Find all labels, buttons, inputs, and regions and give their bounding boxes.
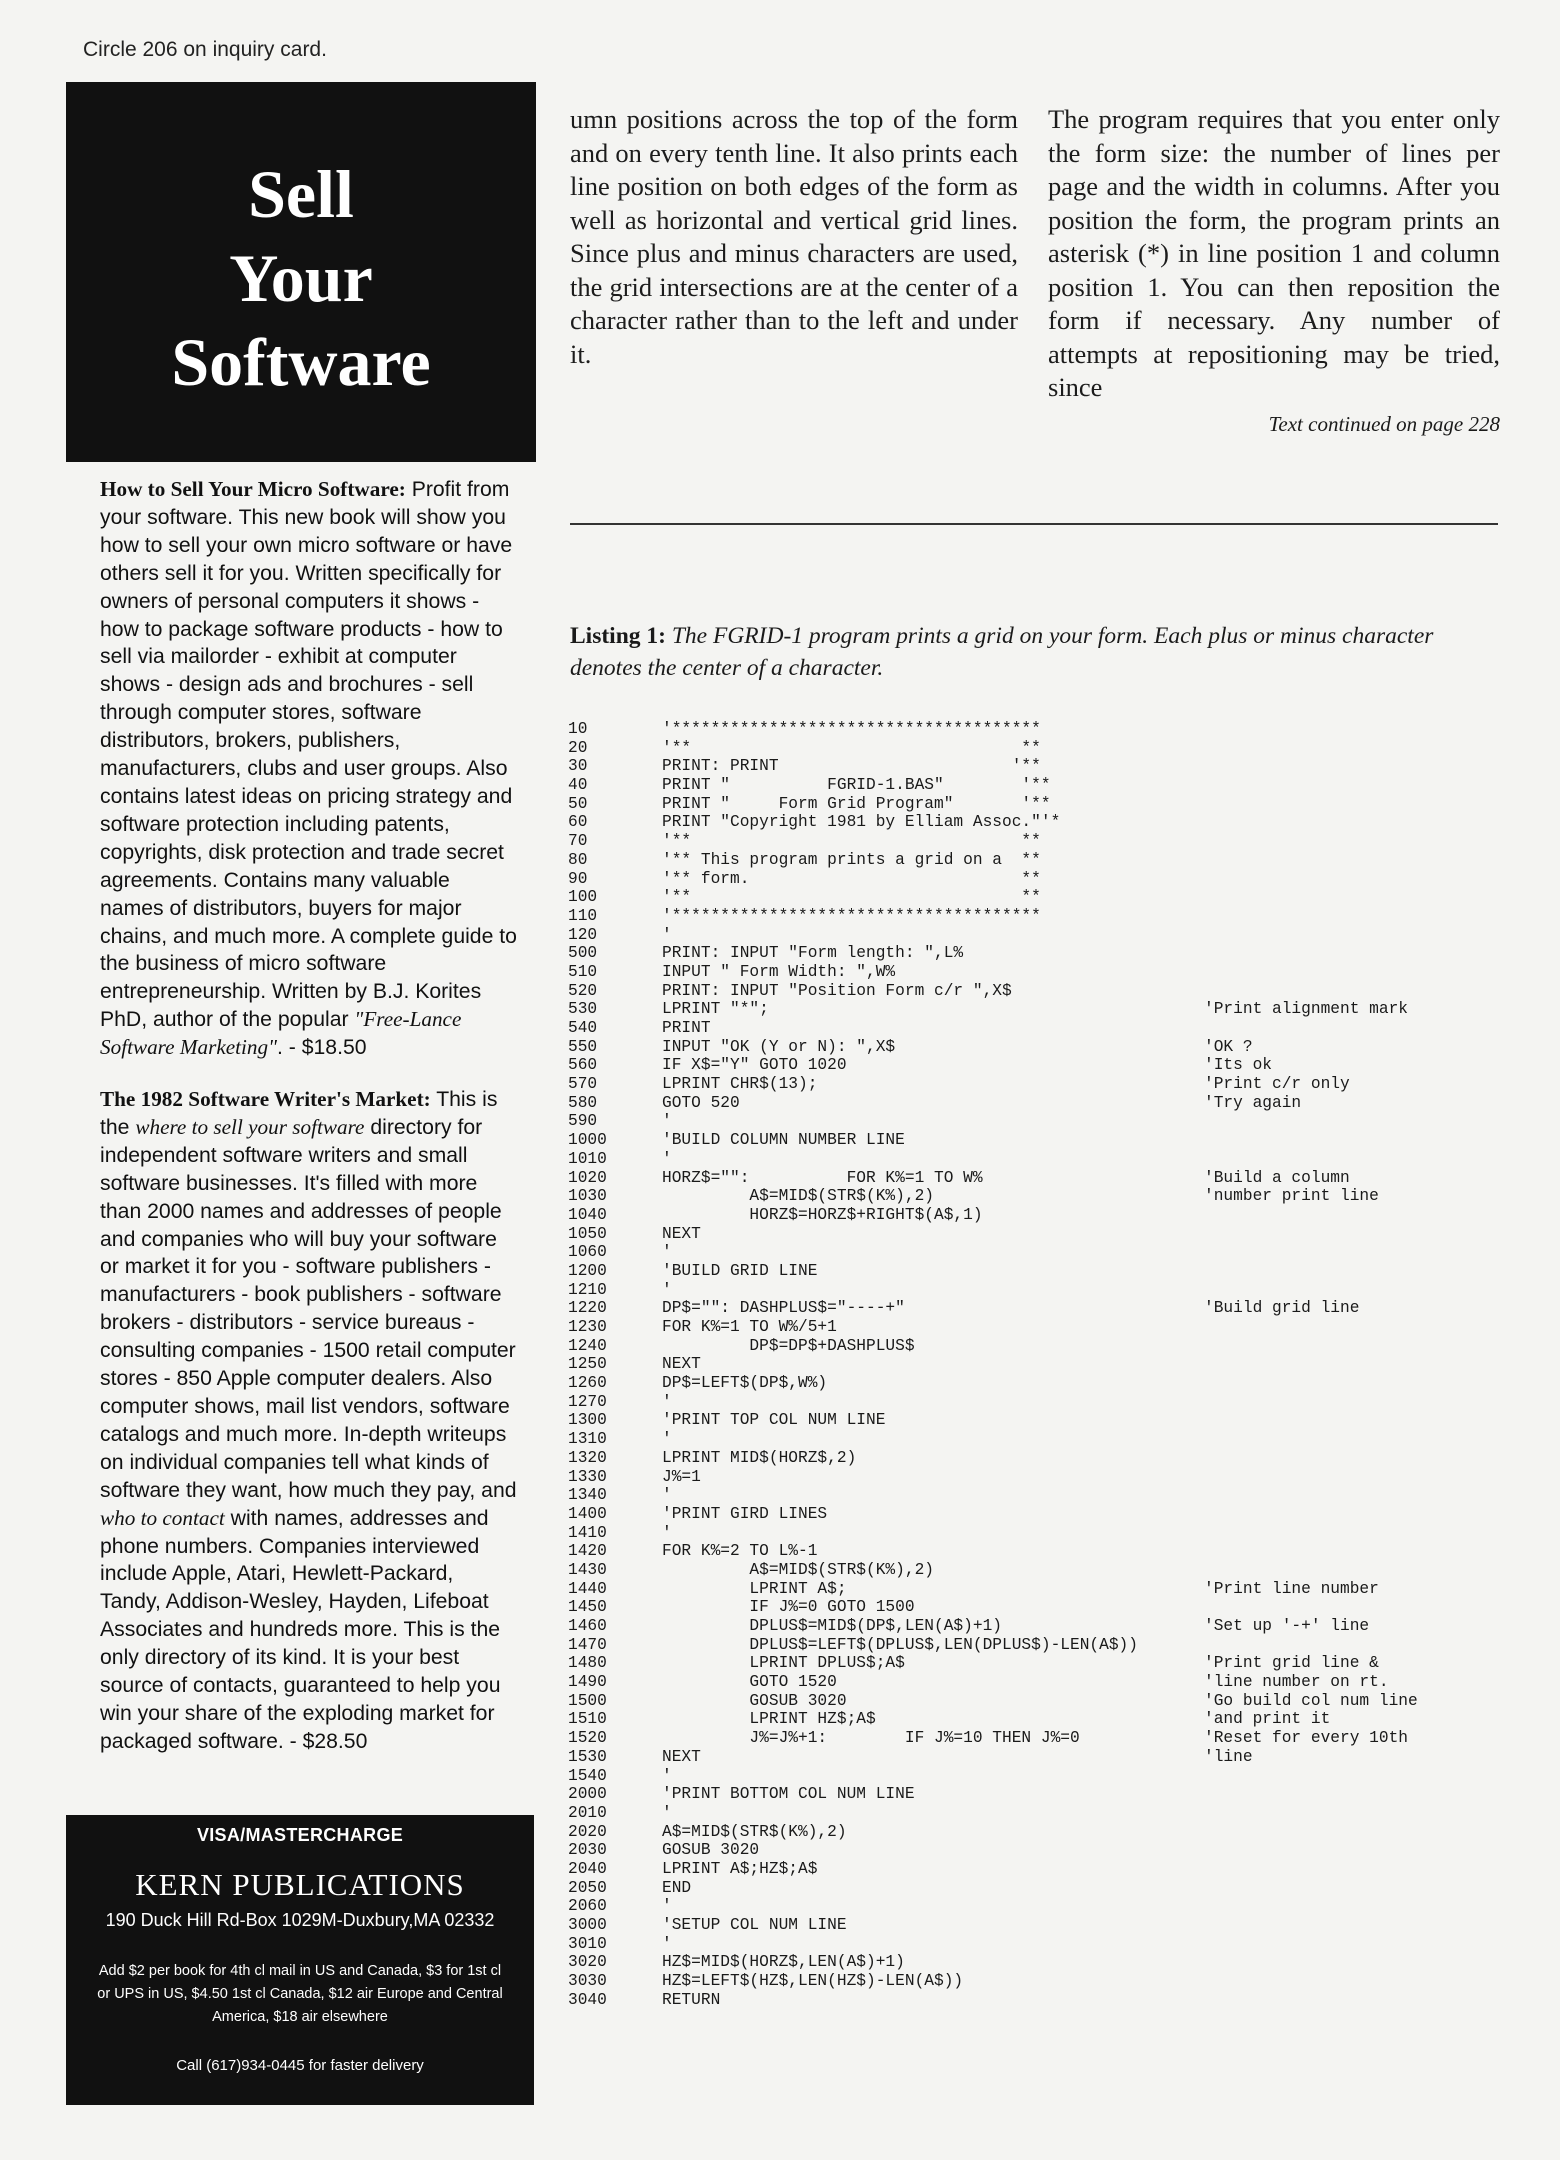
code-line [568, 1524, 1508, 1543]
line-number: 2010 [568, 1803, 607, 1822]
code-text: ' [662, 1523, 672, 1542]
code-line [568, 1094, 1508, 1113]
book2-text-a: This is the [100, 1088, 498, 1139]
line-number: 120 [568, 925, 598, 944]
code-line [568, 1542, 1508, 1561]
code-line [568, 1654, 1508, 1673]
code-line [568, 1131, 1508, 1150]
book2-description [100, 1086, 518, 1756]
line-number: 3020 [568, 1953, 607, 1972]
code-line [568, 1673, 1508, 1692]
code-text: DP$=DP$+DASHPLUS$ [662, 1336, 915, 1355]
code-text: INPUT " Form Width: ",W% [662, 962, 896, 981]
code-text: PRINT: INPUT "Position Form c/r ",X$ [662, 981, 1012, 1000]
line-number: 1330 [568, 1467, 607, 1486]
code-text: 'BUILD GRID LINE [662, 1261, 818, 1280]
code-text: ' [662, 925, 672, 944]
code-line [568, 1785, 1508, 1804]
code-comment: 'Go build col num line [1204, 1691, 1418, 1710]
code-text: J%=1 [662, 1467, 701, 1486]
line-number: 2020 [568, 1822, 607, 1841]
code-line [568, 944, 1508, 963]
code-comment: 'Set up '-+' line [1204, 1617, 1370, 1635]
code-text: LPRINT "*"; [662, 1000, 769, 1019]
ad-header-box [66, 82, 536, 462]
code-line [568, 1823, 1508, 1842]
line-number: 30 [568, 757, 588, 776]
code-line [568, 870, 1508, 889]
code-text: PRINT [662, 1019, 711, 1037]
code-text: PRINT "Copyright 1981 by Elliam Assoc."'* [662, 813, 1061, 832]
code-text: ' [662, 1280, 672, 1299]
book1-text: Profit from your software. This new book will show you how to sell your own micro software or have others sell it for you. Written specifically for owners of personal computers it shows -how to package software products - how to sell via mailorder - exhibit at computer shows - design ads and brochures - sell through computer stores, software distributors, brokers, publishers, manufacturers, clubs and user groups. Also contains latest ideas on pricing strategy and software protection including patents, copyrights, disk protection and trade secret agreements. Contains many valuable names of distributors, buyers for major chains, and much more. A complete guide to the business of micro software entrepreneurship. Written by B.J. Korites PhD, author of the popular [100, 478, 517, 1032]
code-text: A$=MID$(STR$(K%),2) [662, 1187, 934, 1206]
line-number: 1540 [568, 1766, 607, 1785]
code-text: ' [662, 1112, 672, 1131]
line-number: 90 [568, 869, 588, 888]
code-text: NEXT [662, 1224, 701, 1243]
code-text: PRINT " Form Grid Program" '** [662, 794, 1051, 813]
code-line [568, 1636, 1508, 1655]
line-number: 1250 [568, 1355, 607, 1374]
code-text: ' [662, 1149, 672, 1168]
line-number: 530 [568, 1000, 598, 1019]
code-line [568, 907, 1508, 926]
code-text: '** ** [662, 888, 1041, 907]
line-number: 1060 [568, 1243, 607, 1262]
line-number: 70 [568, 832, 588, 851]
code-text: ' [662, 1243, 672, 1262]
code-line [568, 1991, 1508, 2010]
code-line [568, 1841, 1508, 1860]
code-text: DPLUS$=LEFT$(DPLUS$,LEN(DPLUS$)-LEN(A$)) [662, 1635, 1138, 1654]
line-number: 1260 [568, 1374, 607, 1393]
code-line [568, 776, 1508, 795]
code-line [568, 1617, 1508, 1636]
code-text: HZ$=LEFT$(HZ$,LEN(HZ$)-LEN(A$)) [662, 1972, 964, 1991]
code-line [568, 1860, 1508, 1879]
code-text: DP$="": DASHPLUS$="----+" [662, 1299, 905, 1318]
code-text: 'PRINT BOTTOM COL NUM LINE [662, 1785, 915, 1804]
code-text: LPRINT CHR$(13); [662, 1075, 818, 1094]
code-line [568, 1580, 1508, 1599]
line-number: 1220 [568, 1299, 607, 1318]
code-text: 'BUILD COLUMN NUMBER LINE [662, 1131, 905, 1150]
code-line [568, 1897, 1508, 1916]
line-number: 110 [568, 906, 598, 925]
listing-caption [570, 620, 1500, 684]
ad-headline-line: Sell [248, 156, 354, 232]
code-line [568, 795, 1508, 814]
code-line [568, 1318, 1508, 1337]
line-number: 2040 [568, 1859, 607, 1878]
code-line [568, 1561, 1508, 1580]
code-line [568, 757, 1508, 776]
code-comment: 'line [1204, 1747, 1253, 1766]
code-comment: 'OK ? [1204, 1037, 1253, 1056]
code-line [568, 1449, 1508, 1468]
code-text: 'PRINT TOP COL NUM LINE [662, 1411, 886, 1430]
book1-description [100, 476, 518, 1062]
code-text: GOSUB 3020 [662, 1841, 760, 1860]
code-text: ' [662, 1897, 672, 1916]
code-line [568, 1411, 1508, 1430]
line-number: 20 [568, 738, 588, 757]
code-text: NEXT [662, 1747, 701, 1766]
line-number: 1400 [568, 1504, 607, 1523]
code-line [568, 926, 1508, 945]
line-number: 1470 [568, 1635, 607, 1654]
code-line [568, 982, 1508, 1001]
code-text: GOSUB 3020 [662, 1691, 847, 1710]
code-line [568, 1000, 1508, 1019]
code-line [568, 1972, 1508, 1991]
line-number: 540 [568, 1019, 598, 1037]
code-text: FOR K%=2 TO L%-1 [662, 1542, 818, 1561]
line-number: 1030 [568, 1187, 607, 1206]
code-text: DP$=LEFT$(DP$,W%) [662, 1374, 828, 1393]
line-number: 2030 [568, 1841, 607, 1860]
line-number: 1010 [568, 1149, 607, 1168]
code-line [568, 888, 1508, 907]
code-line [568, 1916, 1508, 1935]
code-line [568, 963, 1508, 982]
code-line [568, 813, 1508, 832]
code-line [568, 1225, 1508, 1244]
code-text: ' [662, 1392, 672, 1411]
line-number: 100 [568, 888, 598, 907]
code-text: FOR K%=1 TO W%/5+1 [662, 1318, 837, 1336]
line-number: 590 [568, 1112, 598, 1131]
code-comment: 'Reset for every 10th [1204, 1729, 1408, 1748]
ad-headline-line: Your [229, 240, 373, 316]
line-number: 1520 [568, 1729, 607, 1748]
code-text: '** ** [662, 832, 1041, 851]
code-text: DPLUS$=MID$(DP$,LEN(A$)+1) [662, 1617, 1002, 1635]
code-line [568, 1505, 1508, 1524]
book2-text-c: with names, addresses and phone numbers. Companies interviewed include Apple, Atari, Hewlett-Packard, Tandy, Addison-Wesley, Hayden, Lifeboat Associates and hundreds more. This is the only directory of its kind. It is your best source of contacts, guaranteed to help you win your share of the exploding market for packaged software. - $28.50 [100, 1506, 501, 1753]
code-line [568, 1056, 1508, 1075]
code-text: RETURN [662, 1990, 721, 2009]
line-number: 1410 [568, 1523, 607, 1542]
line-number: 1210 [568, 1280, 607, 1299]
line-number: 3040 [568, 1990, 607, 2009]
code-text: GOTO 1520 [662, 1673, 837, 1692]
line-number: 580 [568, 1093, 598, 1112]
line-number: 1020 [568, 1168, 607, 1187]
code-comment: 'number print line [1204, 1187, 1379, 1206]
ad-headline-line: Software [171, 324, 431, 400]
code-line [568, 1019, 1508, 1038]
code-text: HORZ$=HORZ$+RIGHT$(A$,1) [662, 1205, 983, 1224]
line-number: 1460 [568, 1617, 607, 1635]
code-line [568, 1486, 1508, 1505]
code-comment: 'Print line number [1204, 1579, 1379, 1598]
line-number: 2000 [568, 1785, 607, 1804]
code-line [568, 1748, 1508, 1767]
code-line [568, 851, 1508, 870]
code-line [568, 1150, 1508, 1169]
code-text: A$=MID$(STR$(K%),2) [662, 1560, 934, 1579]
line-number: 1450 [568, 1598, 607, 1617]
code-text: '** ** [662, 738, 1041, 757]
code-line [568, 1337, 1508, 1356]
code-text: LPRINT A$;HZ$;A$ [662, 1859, 818, 1878]
code-text: '************************************** [662, 720, 1041, 738]
book2-title: The 1982 Software Writer's Market: [100, 1087, 431, 1112]
code-line [568, 1692, 1508, 1711]
line-number: 560 [568, 1056, 598, 1075]
code-line [568, 1281, 1508, 1300]
code-text: IF J%=0 GOTO 1500 [662, 1598, 915, 1617]
code-text: ' [662, 1934, 672, 1953]
line-number: 500 [568, 944, 598, 963]
code-text: GOTO 520 [662, 1093, 740, 1112]
line-number: 1200 [568, 1261, 607, 1280]
line-number: 550 [568, 1037, 598, 1056]
code-text: ' [662, 1803, 672, 1822]
code-line [568, 1262, 1508, 1281]
shipping-info: Add $2 per book for 4th cl mail in US and Canada, $3 for 1st cl or UPS in US, $4.50 1st cl Canada, $12 air Europe and Central America, $18 air elsewhere [97, 1963, 503, 2025]
code-comment: 'line number on rt. [1204, 1673, 1389, 1692]
code-text: IF X$="Y" GOTO 1020 [662, 1056, 847, 1075]
code-text: A$=MID$(STR$(K%),2) [662, 1822, 847, 1841]
line-number: 2060 [568, 1897, 607, 1916]
code-line [568, 1206, 1508, 1225]
code-line [568, 1243, 1508, 1262]
line-number: 1500 [568, 1691, 607, 1710]
code-text: 'PRINT GIRD LINES [662, 1504, 828, 1523]
code-line [568, 1879, 1508, 1898]
ad-body-text [100, 476, 518, 1780]
line-number: 1430 [568, 1560, 607, 1579]
code-text: PRINT " FGRID-1.BAS" '** [662, 776, 1051, 795]
code-line [568, 1729, 1508, 1748]
line-number: 570 [568, 1075, 598, 1094]
line-number: 1530 [568, 1747, 607, 1766]
code-line [568, 1393, 1508, 1412]
code-text: HZ$=MID$(HORZ$,LEN(A$)+1) [662, 1953, 905, 1972]
code-text: END [662, 1878, 692, 1897]
code-line [568, 1169, 1508, 1188]
code-text: ' [662, 1430, 672, 1449]
code-text: LPRINT HZ$;A$ [662, 1710, 876, 1729]
code-comment: 'and print it [1204, 1710, 1331, 1729]
line-number: 1270 [568, 1392, 607, 1411]
line-number: 1230 [568, 1318, 607, 1336]
code-comment: 'Print c/r only [1204, 1075, 1350, 1094]
listing-caption-text: The FGRID-1 program prints a grid on your form. Each plus or minus character denotes the center of a character. [570, 623, 1434, 681]
line-number: 1050 [568, 1224, 607, 1243]
code-line [568, 720, 1508, 739]
line-number: 3000 [568, 1916, 607, 1934]
line-number: 40 [568, 776, 588, 795]
code-line [568, 1112, 1508, 1131]
code-line [568, 1935, 1508, 1954]
code-line [568, 1468, 1508, 1487]
line-number: 3030 [568, 1972, 607, 1991]
code-text: PRINT: INPUT "Form length: ",L% [662, 944, 964, 963]
code-text: INPUT "OK (Y or N): ",X$ [662, 1037, 896, 1056]
inquiry-note: Circle 206 on inquiry card. [83, 38, 327, 61]
code-line [568, 1804, 1508, 1823]
line-number: 80 [568, 850, 588, 869]
code-text: LPRINT MID$(HORZ$,2) [662, 1448, 857, 1467]
line-number: 3010 [568, 1934, 607, 1953]
line-number: 1510 [568, 1710, 607, 1729]
code-text: 'SETUP COL NUM LINE [662, 1916, 847, 1934]
book2-italic-b: who to contact [100, 1505, 225, 1530]
code-line [568, 1187, 1508, 1206]
code-line [568, 739, 1508, 758]
article-column-right: The program requires that you enter only the form size: the number of lines per page and the width in columns. After you position the form, the program prints an asterisk (*) in line position 1 and column position 1. You can then reposition the form if necessary. Any number of attempts at repositioning may be tried, since [1048, 104, 1500, 402]
code-comment: 'Print grid line & [1204, 1654, 1379, 1673]
code-comment: 'Build a column [1204, 1168, 1350, 1187]
payment-methods: VISA/MASTERCHARGE [196, 1825, 404, 1845]
code-listing [568, 720, 1508, 2009]
line-number: 1310 [568, 1430, 607, 1449]
code-line [568, 1355, 1508, 1374]
line-number: 1480 [568, 1654, 607, 1673]
code-text: J%=J%+1: IF J%=10 THEN J%=0 [662, 1729, 1080, 1748]
article-column-middle: umn positions across the top of the form and on every tenth line. It also prints each line position on both edges of the form as well as horizontal and vertical grid lines. Since plus and minus characters are used, the grid intersections are at the center of a character rather than to the left and under it. [570, 104, 1018, 369]
line-number: 1000 [568, 1131, 607, 1150]
code-text: ' [662, 1486, 672, 1505]
line-number: 60 [568, 813, 588, 832]
code-line [568, 1299, 1508, 1318]
code-line [568, 832, 1508, 851]
line-number: 520 [568, 981, 598, 1000]
code-line [568, 1767, 1508, 1786]
line-number: 1240 [568, 1336, 607, 1355]
code-line [568, 1430, 1508, 1449]
code-comment: 'Its ok [1204, 1056, 1272, 1075]
code-line [568, 1374, 1508, 1393]
code-comment: 'Try again [1204, 1093, 1302, 1112]
line-number: 510 [568, 962, 598, 981]
book1-italic: "Free-Lance Software Marketing" [100, 1007, 462, 1060]
book2-italic-a: where to sell your software [135, 1114, 365, 1139]
code-text: '************************************** [662, 906, 1041, 925]
section-divider [570, 523, 1498, 525]
line-number: 1440 [568, 1579, 607, 1598]
code-line [568, 1953, 1508, 1972]
code-line [568, 1075, 1508, 1094]
phone-line: Call (617)934-0445 for faster delivery [176, 2057, 424, 2074]
line-number: 2050 [568, 1878, 607, 1897]
line-number: 1320 [568, 1448, 607, 1467]
ad-footer-box [66, 1815, 534, 2105]
line-number: 50 [568, 794, 588, 813]
code-text: '** form. ** [662, 869, 1041, 888]
code-line [568, 1038, 1508, 1057]
book1-price: . - $18.50 [277, 1036, 367, 1060]
code-text: LPRINT DPLUS$;A$ [662, 1654, 905, 1673]
code-comment: 'Build grid line [1204, 1299, 1360, 1318]
code-text: HORZ$="": FOR K%=1 TO W% [662, 1168, 983, 1187]
code-comment: 'Print alignment mark [1204, 1000, 1408, 1019]
line-number: 10 [568, 720, 588, 738]
code-line [568, 1598, 1508, 1617]
continued-note: Text continued on page 228 [1268, 412, 1500, 436]
code-text: LPRINT A$; [662, 1579, 847, 1598]
line-number: 1340 [568, 1486, 607, 1505]
line-number: 1040 [568, 1205, 607, 1224]
code-text: PRINT: PRINT '** [662, 757, 1041, 776]
code-text: ' [662, 1766, 672, 1785]
listing-label: Listing 1: [570, 623, 666, 649]
code-line [568, 1710, 1508, 1729]
book2-text-b: directory for independent software writers and small software businesses. It's filled with more than 2000 names and addresses of people and companies who will buy your software or market it for you - software publishers - manufacturers - book publishers - software brokers - distributors - service bureaus - consulting companies - 1500 retail computer stores - 850 Apple computer dealers. Also computer shows, mail list vendors, software catalogs and much more. In-depth writeups on individual companies tell what kinds of software they want, how much they pay, and [100, 1115, 517, 1502]
code-text: NEXT [662, 1355, 701, 1374]
publisher-name: KERN PUBLICATIONS [135, 1867, 465, 1902]
line-number: 1420 [568, 1542, 607, 1561]
publisher-address: 190 Duck Hill Rd-Box 1029M-Duxbury,MA 02332 [105, 1910, 495, 1930]
line-number: 1300 [568, 1411, 607, 1430]
line-number: 1490 [568, 1673, 607, 1692]
code-text: '** This program prints a grid on a ** [662, 850, 1041, 869]
book1-title: How to Sell Your Micro Software: [100, 477, 406, 501]
